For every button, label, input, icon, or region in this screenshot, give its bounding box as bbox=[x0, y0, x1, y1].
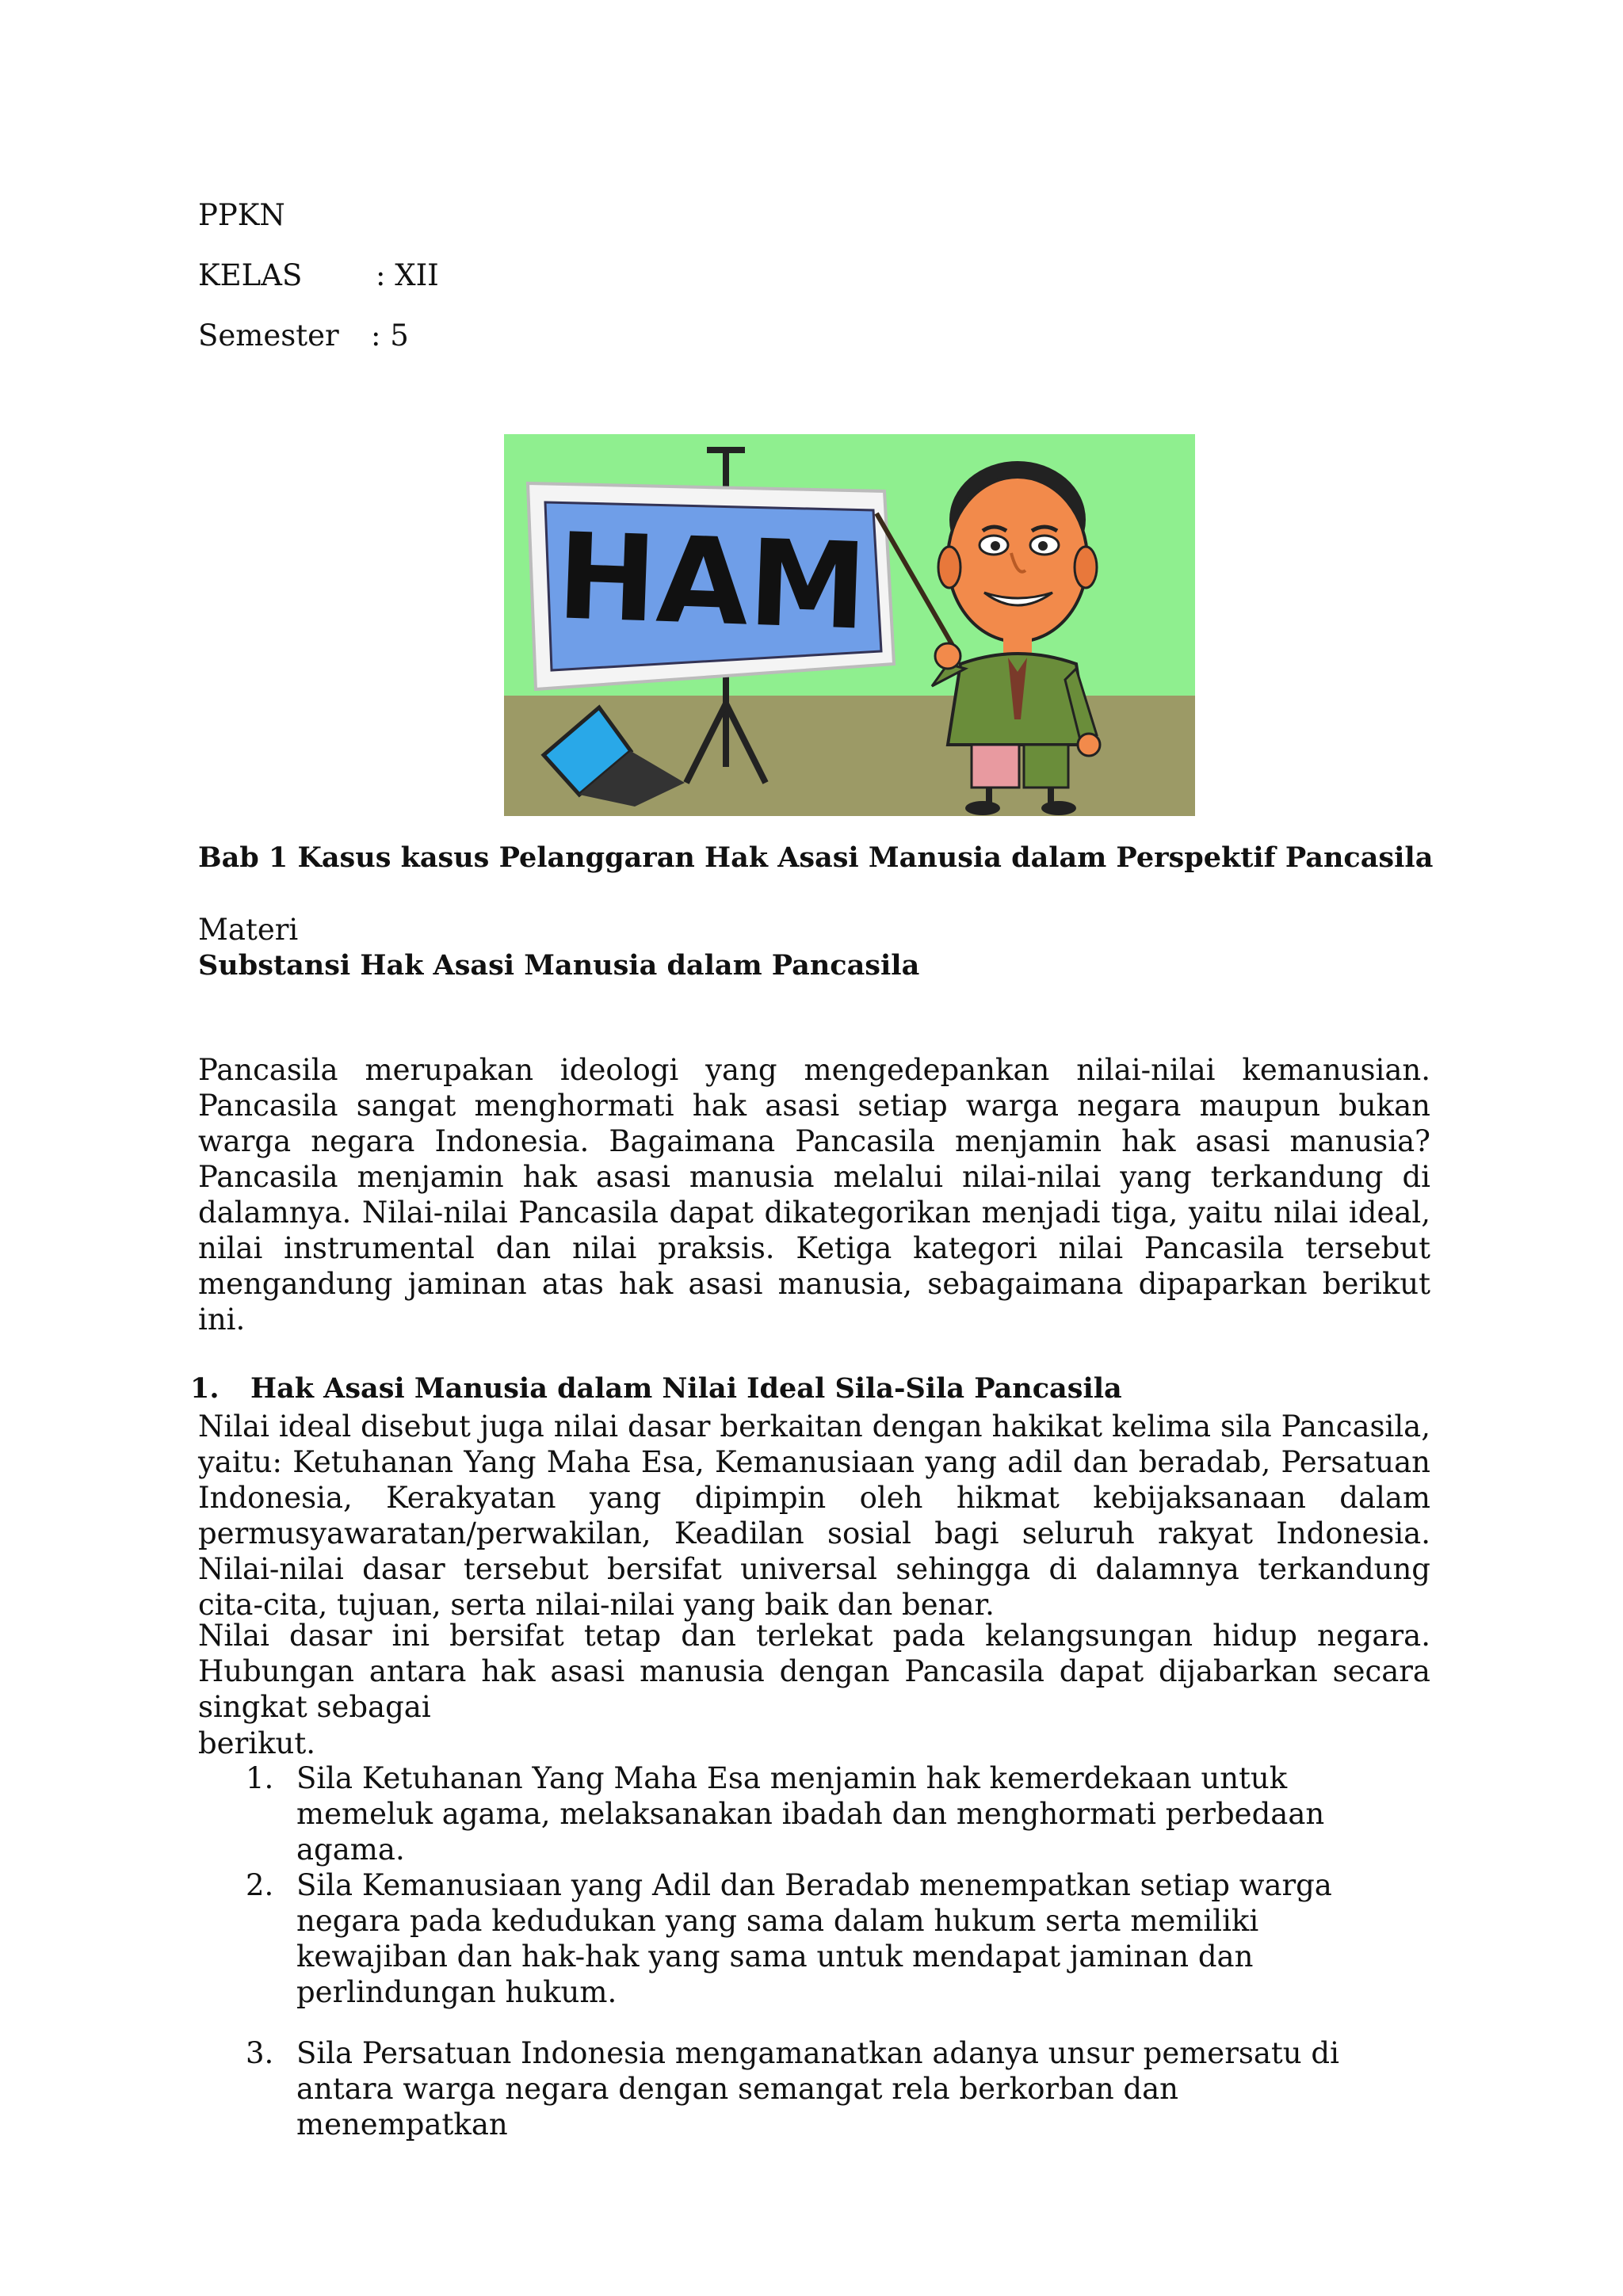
subject-label: PPKN bbox=[198, 198, 285, 232]
semester-line bbox=[198, 318, 409, 353]
section-paragraph-1: Nilai ideal disebut juga nilai dasar berkaitan dengan hakikat kelima sila Pancasila, yaitu: Ketuhanan Yang Maha Esa, Kemanusiaan yang adil dan beradab, Persatuan Indonesia, Kerakyatan yang dipimpin oleh hikmat kebijaksanaan dalam permusyawaratan/perwakilan, Keadilan sosial bagi seluruh rakyat Indonesia. Nilai-nilai dasar tersebut bersifat universal sehingga di dalamnya terkandung cita-cita, tujuan, serta nilai-nilai yang baik dan benar. bbox=[198, 1409, 1430, 1622]
semester-value: : 5 bbox=[371, 318, 409, 353]
section-heading-text: Hak Asasi Manusia dalam Nilai Ideal Sila-Sila Pancasila bbox=[250, 1372, 1122, 1405]
list-item-number: 3. bbox=[246, 2036, 274, 2070]
chapter-title: Bab 1 Kasus kasus Pelanggaran Hak Asasi Manusia dalam Perspektif Pancasila bbox=[198, 841, 1434, 874]
ham-illustration-svg bbox=[504, 434, 1195, 816]
list-item-text: Sila Ketuhanan Yang Maha Esa menjamin hak kemerdekaan untuk memeluk agama, melaksanakan ibadah dan menghormati perbedaan agama. bbox=[296, 1761, 1325, 1867]
subject-line bbox=[198, 198, 285, 233]
section-number: 1. bbox=[190, 1372, 220, 1405]
kelas-label: KELAS bbox=[198, 258, 303, 292]
semester-label: Semester bbox=[198, 318, 339, 353]
materi-label: Materi bbox=[198, 913, 299, 947]
list-item bbox=[246, 1867, 1379, 2010]
list-item-text: Sila Persatuan Indonesia mengamanatkan adanya unsur pemersatu di antara warga negara dengan semangat rela berkorban dan menempatkan bbox=[296, 2036, 1339, 2142]
list-item-text: Sila Kemanusiaan yang Adil dan Beradab menempatkan setiap warga negara pada kedudukan yang sama dalam hukum serta memiliki kewajiban dan hak-hak yang sama untuk mendapat jaminan dan perlindungan hukum. bbox=[296, 1868, 1332, 2009]
kelas-line bbox=[198, 258, 439, 293]
man-face bbox=[948, 477, 1087, 642]
section-paragraph-2: Nilai dasar ini bersifat tetap dan terlekat pada kelangsungan hidup negara. Hubungan antara hak asasi manusia dengan Pancasila dapat dijabarkan secara singkat sebagai bbox=[198, 1619, 1430, 1724]
list-item-number: 2. bbox=[246, 1868, 274, 1902]
materi-title: Substansi Hak Asasi Manusia dalam Pancasila bbox=[198, 949, 920, 982]
kelas-value: : XII bbox=[376, 258, 439, 292]
section-heading bbox=[190, 1372, 1122, 1405]
sila-list bbox=[246, 1760, 1379, 2142]
section-paragraph-2-tail: berikut. bbox=[198, 1726, 315, 1760]
board-label: HAM bbox=[555, 508, 869, 657]
list-item bbox=[246, 2035, 1379, 2142]
intro-paragraph: Pancasila merupakan ideologi yang mengedepankan nilai-nilai kemanusian. Pancasila sangat menghormati hak asasi setiap warga negara maupun bukan warga negara Indonesia. Bagaimana Pancasila menjamin hak asasi manusia? Pancasila menjamin hak asasi manusia melalui nilai-nilai yang terkandung di dalamnya. Nilai-nilai Pancasila dapat dikategorikan menjadi tiga, yaitu nilai ideal, nilai instrumental dan nilai praksis. Ketiga kategori nilai Pancasila tersebut mengandung jaminan atas hak asasi manusia, sebagaimana dipaparkan berikut ini. bbox=[198, 1053, 1430, 1337]
list-item-number: 1. bbox=[246, 1761, 274, 1795]
ham-illustration bbox=[504, 434, 1195, 816]
list-item bbox=[246, 1760, 1379, 1867]
